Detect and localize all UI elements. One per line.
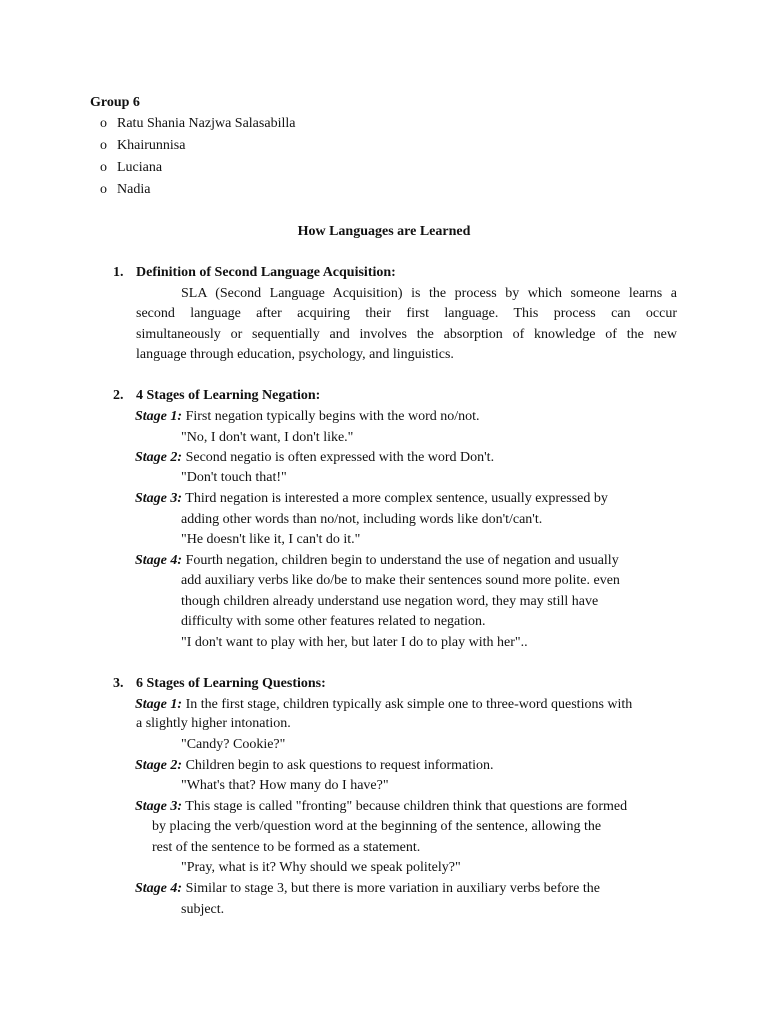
stage-continuation: by placing the verb/question word at the beginning of the sentence, allowing the — [152, 819, 602, 834]
stage-example: "Pray, what is it? Why should we speak politely?" — [181, 860, 461, 875]
stage-text: Fourth negation, children begin to understand the use of negation and usually — [182, 553, 619, 568]
paragraph-line: language through education, psychology, and linguistics. — [136, 347, 454, 362]
stage-line — [135, 757, 494, 775]
stage-label: Stage 1: — [135, 697, 183, 712]
stage-label: Stage 3: — [135, 799, 183, 814]
stage-line — [135, 552, 619, 570]
stage-text: In the first stage, children typically ask simple one to three-word questions with — [182, 697, 633, 712]
stage-continuation: difficulty with some other features related to negation. — [181, 614, 486, 629]
stage-line — [135, 696, 632, 714]
member-name: Luciana — [117, 160, 163, 175]
stage-label: Stage 2: — [135, 758, 183, 773]
section-heading: 6 Stages of Learning Questions: — [136, 676, 326, 691]
stage-line — [135, 449, 494, 467]
paragraph-line: second language after acquiring their first language. This process can occur — [136, 306, 677, 321]
section-number: 2. — [113, 388, 124, 403]
stage-example: "I don't want to play with her, but later I do to play with her".. — [181, 635, 528, 650]
paragraph-line: simultaneously or sequentially and involves the absorption of knowledge of the new — [136, 327, 677, 342]
section-heading: 4 Stages of Learning Negation: — [136, 388, 321, 403]
stage-example: "What's that? How many do I have?" — [181, 778, 389, 793]
stage-continuation: add auxiliary verbs like do/be to make their sentences sound more polite. even — [181, 573, 620, 588]
stage-line — [135, 490, 608, 508]
bullet-icon: o — [100, 116, 107, 131]
stage-example: "He doesn't like it, I can't do it." — [181, 532, 361, 547]
stage-text: Similar to stage 3, but there is more variation in auxiliary verbs before the — [182, 881, 600, 896]
paragraph-line: SLA (Second Language Acquisition) is the process by which someone learns a — [181, 286, 677, 301]
member-name: Ratu Shania Nazjwa Salasabilla — [117, 116, 296, 131]
stage-line — [135, 880, 600, 898]
stage-label: Stage 4: — [135, 553, 183, 568]
member-name: Khairunnisa — [117, 138, 186, 153]
bullet-icon: o — [100, 138, 107, 153]
bullet-icon: o — [100, 182, 107, 197]
stage-line — [135, 408, 480, 426]
stage-text: Second negatio is often expressed with the word Don't. — [182, 450, 495, 465]
stage-text: Third negation is interested a more complex sentence, usually expressed by — [182, 491, 608, 506]
bullet-icon: o — [100, 160, 107, 175]
stage-label: Stage 2: — [135, 450, 183, 465]
stage-continuation: though children already understand use negation word, they may still have — [181, 594, 599, 609]
stage-text: First negation typically begins with the word no/not. — [182, 409, 480, 424]
stage-label: Stage 1: — [135, 409, 183, 424]
stage-continuation: a slightly higher intonation. — [136, 716, 291, 731]
stage-text: This stage is called "fronting" because children think that questions are formed — [182, 799, 628, 814]
document-title: How Languages are Learned — [297, 224, 471, 239]
stage-line — [135, 798, 627, 816]
stage-continuation: adding other words than no/not, including words like don't/can't. — [181, 512, 543, 527]
stage-example: "Candy? Cookie?" — [181, 737, 286, 752]
stage-example: "No, I don't want, I don't like." — [181, 430, 354, 445]
member-name: Nadia — [117, 182, 151, 197]
section-heading: Definition of Second Language Acquisition: — [136, 265, 396, 280]
stage-label: Stage 3: — [135, 491, 183, 506]
stage-continuation: rest of the sentence to be formed as a statement. — [152, 840, 421, 855]
section-number: 1. — [113, 265, 124, 280]
stage-text: Children begin to ask questions to request information. — [182, 758, 494, 773]
stage-label: Stage 4: — [135, 881, 183, 896]
stage-example: "Don't touch that!" — [181, 470, 287, 485]
stage-continuation: subject. — [181, 902, 225, 917]
section-number: 3. — [113, 676, 124, 691]
group-title: Group 6 — [90, 95, 140, 110]
